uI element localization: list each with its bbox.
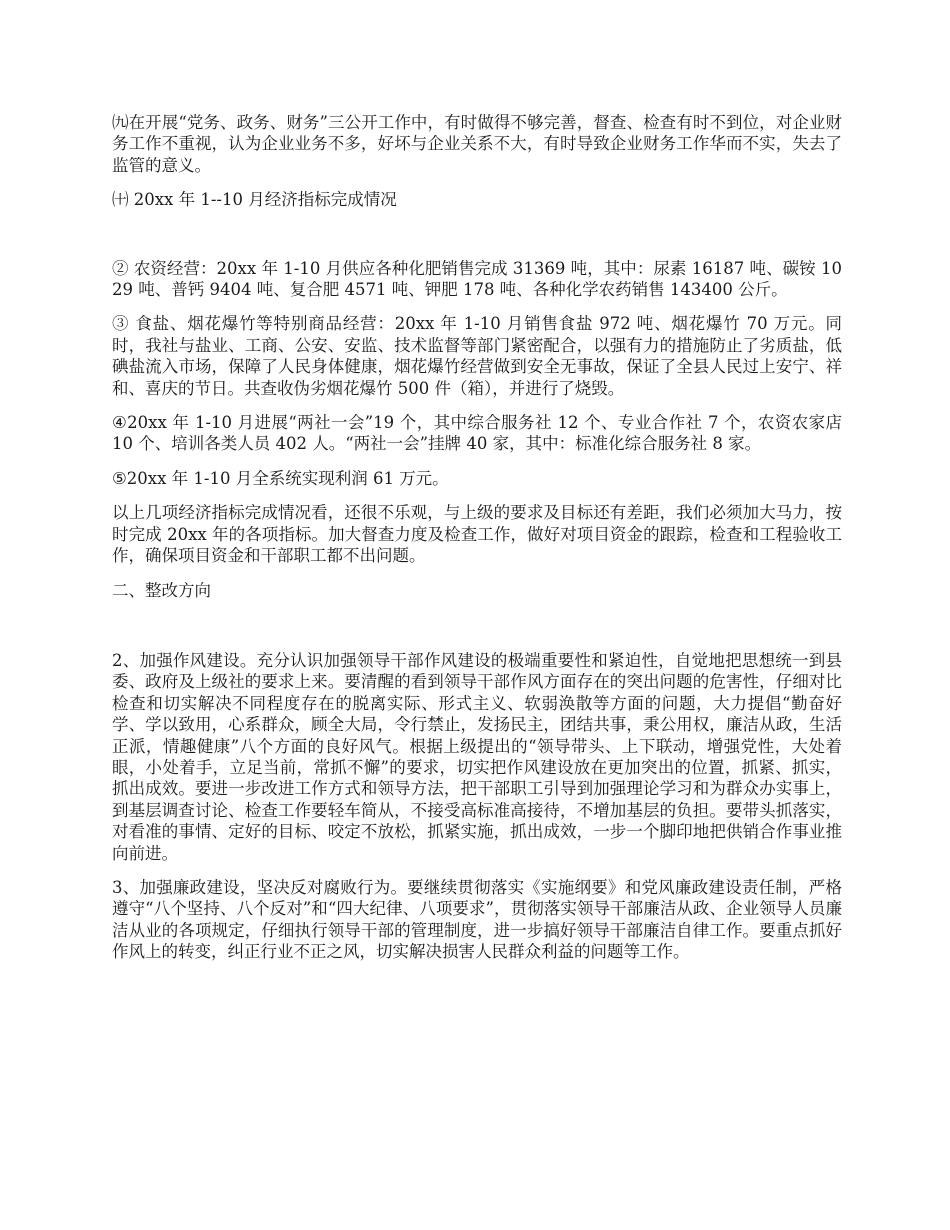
heading-economic-indicators: ㈩ 20xx 年 1--10 月经济指标完成情况 — [112, 190, 397, 210]
blank-spacer — [112, 224, 842, 258]
paragraph-salt-fireworks: ③ 食盐、烟花爆竹等特别商品经营：20xx 年 1-10 月销售食盐 972 吨、烟花爆竹 70 万元。同时，我社与盐业、工商、公安、安监、技术监督等部门紧密配合，以强有力的措施防止了劣质盐，低碘盐流入市场，保障了人民身体健康，烟花爆竹经营做到安全无事故，保证了全县人民过上安宁、祥和、喜庆的节日。共查收伪劣烟花爆竹 500 件（箱），并进行了烧毁。 — [112, 314, 842, 398]
paragraph-work-style: 2、加强作风建设。充分认识加强领导干部作风建设的极端重要性和紧迫性，自觉地把思想统一到县委、政府及上级社的要求上来。要清醒的看到领导干部作风方面存在的突出问题的危害性，仔细对比检查和切实解决不同程度存在的脱离实际、形式主义、软弱涣散等方面的问题，大力提倡“勤奋好学、学以致用，心系群众，顾全大局，令行禁止，发扬民主，团结共事，秉公用权，廉洁从政，生活正派，情趣健康”八个方面的良好风气。根据上级提出的“领导带头、上下联动，增强党性，大处着眼，小处着手，立足当前，常抓不懈”的要求，切实把作风建设放在更加突出的位置，抓紧、抓实，抓出成效。要进一步改进工作方式和领导方法，把干部职工引导到加强理论学习和为群众办实事上，到基层调查讨论、检查工作要轻车简从，不接受高标准高接待，不增加基层的负担。要带头抓落实，对看准的事情、定好的目标、咬定不放松，抓紧实施，抓出成效，一步一个脚印地把供销合作事业推向前进。 — [112, 650, 842, 863]
paragraph-profit: ⑤20xx 年 1-10 月全系统实现利润 61 万元。 — [112, 468, 449, 488]
paragraph-clean-government: 3、加强廉政建设，坚决反对腐败行为。要继续贯彻落实《实施纲要》和党风廉政建设责任制，严格遵守“八个坚持、八个反对”和“四大纪律、八项要求”，贯彻落实领导干部廉洁从政、企业领导人员廉洁从业的各项规定，仔细执行领导干部的管理制度，进一步搞好领导干部廉洁自律工作。要重点抓好作风上的转变，纠正行业不正之风，切实解决损害人民群众利益的问题等工作。 — [112, 877, 842, 962]
paragraph-summary: 以上几项经济指标完成情况看，还很不乐观，与上级的要求及目标还有差距，我们必须加大马力，按时完成 20xx 年的各项指标。加大督查力度及检查工作，做好对项目资金的跟踪，检查和工程验收工作，确保项目资金和干部职工都不出问题。 — [112, 503, 842, 566]
paragraph-agri-supplies: ② 农资经营：20xx 年 1-10 月供应各种化肥销售完成 31369 吨，其中：尿素 16187 吨、碳铵 1029 吨、普钙 9404 吨、复合肥 4571 吨、钾肥 178 吨、各种化学农药销售 143400 公斤。 — [112, 258, 842, 300]
document-page — [112, 112, 842, 976]
blank-spacer — [112, 614, 842, 650]
heading-rectification-direction: 二、整改方向 — [112, 580, 211, 600]
paragraph-finance-issue: ㈨在开展“党务、政务、财务”三公开工作中，有时做得不够完善，督查、检查有时不到位，对企业财务工作不重视，认为企业业务不多，好坏与企业关系不大，有时导致企业财务工作华而不实，失去了监管的意义。 — [112, 113, 842, 175]
paragraph-two-societies: ④20xx 年 1-10 月进展“两社一会”19 个，其中综合服务社 12 个、专业合作社 7 个，农资农家店 10 个、培训各类人员 402 人。“两社一会”挂牌 40 家，其中：标准化综合服务社 8 家。 — [112, 413, 842, 454]
